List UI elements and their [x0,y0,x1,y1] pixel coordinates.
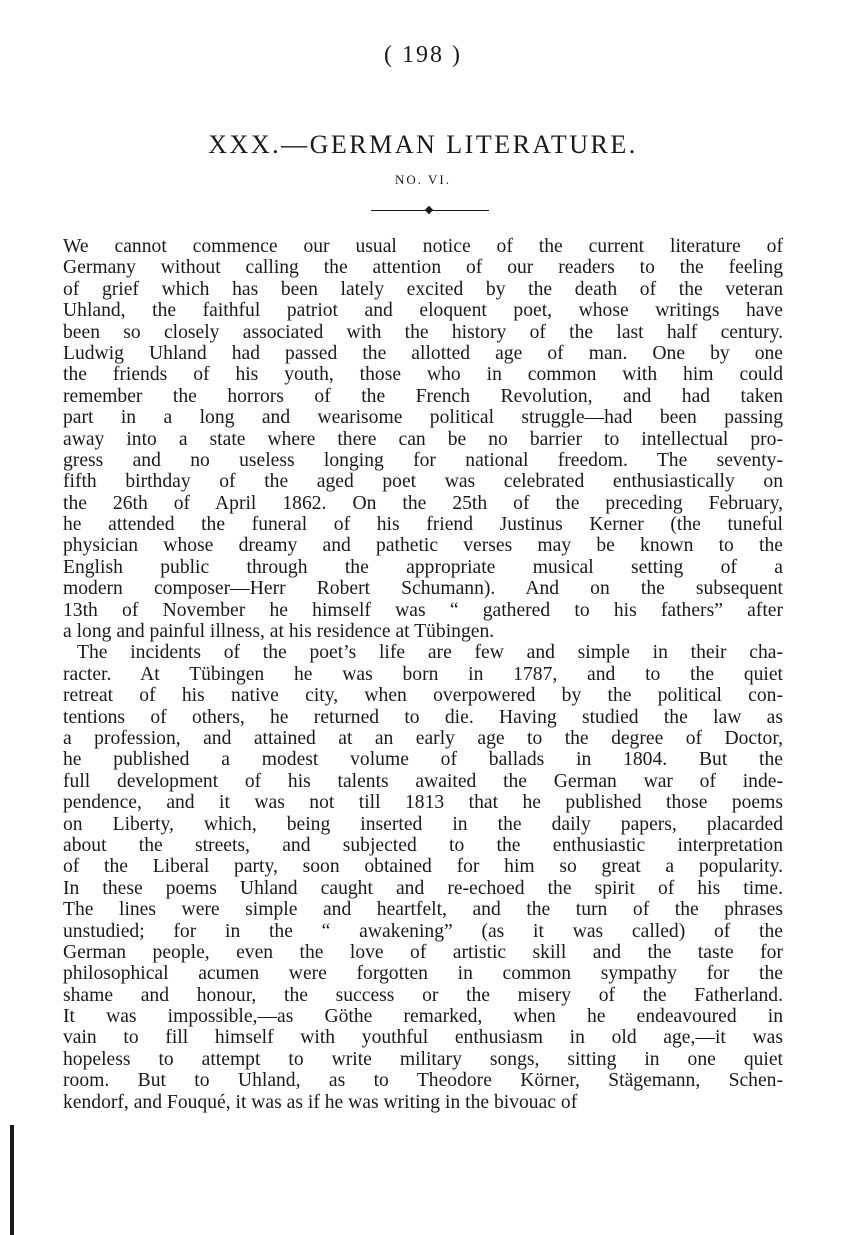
text-line: he attended the funeral of his friend Justinus Kerner (the tuneful [63,514,783,536]
text-line: remember the horrors of the French Revolution, and had taken [63,385,783,407]
text-line: It was impossible,—as Göthe remarked, when he endeavoured in [63,1006,783,1028]
text-line: philosophical acumen were forgotten in common sympathy for the [63,963,783,985]
text-line: Germany without calling the attention of our readers to the feeling [63,257,783,279]
text-line: fifth birthday of the aged poet was celebrated enthusiastically on [63,471,783,493]
article-subtitle: NO. VI. [394,172,451,187]
paragraph [63,642,783,1113]
text-line: retreat of his native city, when overpowered by the political con- [63,685,783,707]
text-line: tentions of others, he returned to die. Having studied the law as [63,706,783,728]
text-line: full development of his talents awaited the German war of inde- [63,770,783,792]
text-line: kendorf, and Fouqué, it was as if he was writing in the bivouac of [63,1091,578,1113]
text-line: been so closely associated with the history of the last half century. [63,321,783,343]
text-line: part in a long and wearisome political struggle—had been passing [63,407,783,429]
text-line: he published a modest volume of ballads in 1804. But the [63,749,783,771]
article-title: XXX.—GERMAN LITERATURE. [208,130,638,159]
text-line: the friends of his youth, those who in common with him could [63,364,783,386]
article-body [63,236,783,1113]
text-line: In these poems Uhland caught and re-echoed the spirit of his time. [63,877,783,899]
text-line: a profession, and attained at an early age to the degree of Doctor, [63,727,783,749]
text-line: away into a state where there can be no barrier to intellectual pro- [63,428,783,450]
text-line: the 26th of April 1862. On the 25th of the preceding February, [63,492,783,514]
text-line: unstudied; for in the “ awakening” (as it was called) of the [63,920,783,942]
text-line: Ludwig Uhland had passed the allotted age of man. One by one [63,342,783,364]
text-line: gress and no useless longing for national freedom. The seventy- [63,449,783,471]
text-line: English public through the appropriate musical setting of a [63,556,783,578]
text-line: German people, even the love of artistic skill and the taste for [63,941,783,963]
text-line: modern composer—Herr Robert Schumann). And on the subsequent [63,578,783,600]
text-line: physician whose dreamy and pathetic verses may be known to the [63,535,783,557]
text-line: vain to fill himself with youthful enthusiasm in old age,—it was [63,1027,783,1049]
text-line: racter. At Tübingen he was born in 1787, and to the quiet [63,663,783,685]
text-line: a long and painful illness, at his residence at Tübingen. [63,621,495,643]
text-line: hopeless to attempt to write military songs, sitting in one quiet [63,1048,783,1070]
text-line: The lines were simple and heartfelt, and the turn of the phrases [63,899,783,921]
text-line: Uhland, the faithful patriot and eloquent poet, whose writings have [63,300,783,322]
text-line: We cannot commence our usual notice of the current literature of [63,236,783,257]
text-line: about the streets, and subjected to the enthusiastic interpretation [63,834,783,856]
paragraph [63,236,783,642]
text-line: shame and honour, the success or the misery of the Fatherland. [63,984,783,1006]
text-line: of grief which has been lately excited by the death of the veteran [63,278,783,300]
margin-rule [10,1125,14,1235]
text-line: pendence, and it was not till 1813 that he published those poems [63,792,783,814]
text-line: The incidents of the poet’s life are few and simple in their cha- [77,642,783,664]
page-number: ( 198 ) [384,42,462,68]
text-line: 13th of November he himself was “ gathered to his fathers” after [63,599,783,621]
diamond-icon [425,206,433,214]
text-line: on Liberty, which, being inserted in the daily papers, placarded [63,813,783,835]
text-line: of the Liberal party, soon obtained for him so great a popularity. [63,856,783,878]
text-line: room. But to Uhland, as to Theodore Körner, Stägemann, Schen- [63,1070,783,1092]
ornament-divider [371,206,489,216]
